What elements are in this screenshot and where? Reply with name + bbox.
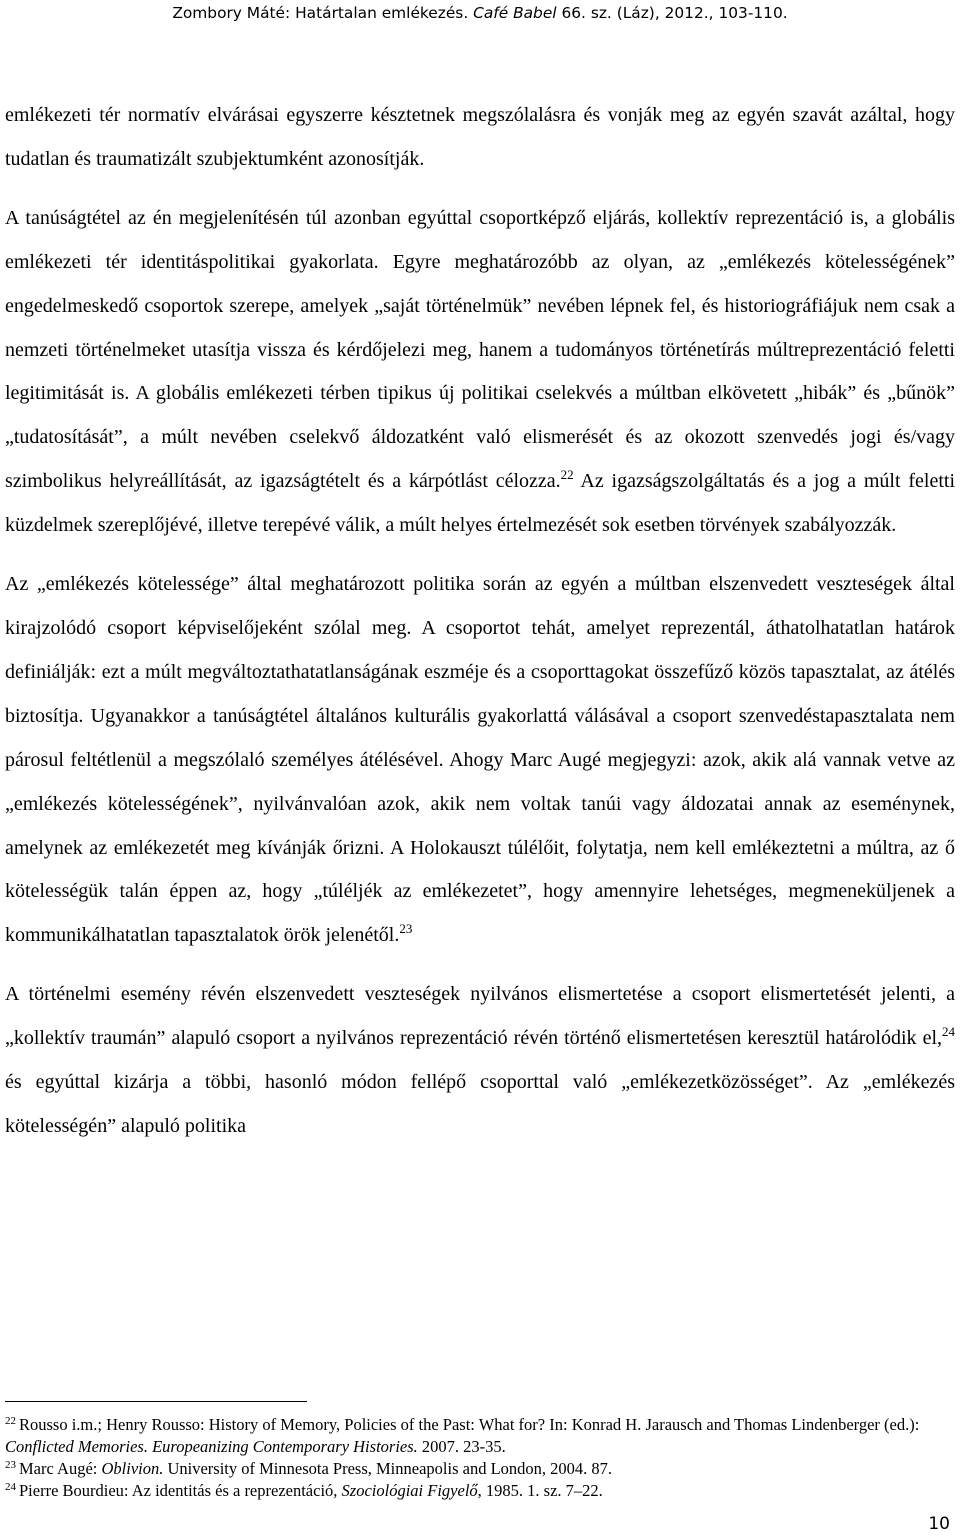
footnote-text: Rousso i.m.; Henry Rousso: History of Memory, Policies of the Past: What for? In: Konrad H. Jarausch and Thomas Lindenberger (ed.): [19, 1415, 920, 1434]
footnote-text: Pierre Bourdieu: Az identitás és a reprezentáció, [19, 1481, 342, 1500]
page-number: 10 [928, 1514, 950, 1534]
footnote-text-end: , 1985. 1. sz. 7–22. [477, 1481, 603, 1500]
paragraph-2 [5, 197, 955, 548]
paragraph-2-text-b: Az igazságszolgáltatás és a jog a múlt feletti küzdelmek szereplőjévé, illetve terepévé válik, a múlt helyes értelmezését sok esetben törvények szabályozzák. [5, 470, 956, 537]
footnotes [5, 1414, 955, 1502]
footnote-title: Szociológiai Figyelő [341, 1481, 478, 1500]
header-issue-info: 66. sz. (Láz), 2012., 103-110. [556, 4, 788, 22]
paragraph-4 [5, 973, 955, 1149]
footnote-text-end: 2007. 23-35. [417, 1437, 506, 1456]
header-journal-name: Café Babel [473, 4, 557, 22]
footnote-title: Conflicted Memories. Europeanizing Contemporary Histories. [5, 1437, 418, 1456]
footnote-number: 22 [5, 1415, 16, 1427]
footnote-23 [5, 1458, 955, 1480]
footnote-title: Oblivion. [101, 1459, 164, 1478]
paragraph-2-text-a: A tanúságtétel az én megjelenítésén túl azonban egyúttal csoportképző eljárás, kollektív reprezentáció is, a globális emlékezeti tér identitáspolitikai gyakorlata. Egyre meghatározóbb az olyan, az „emlékezés kötelességének” engedelmeskedő csoportok szerepe, amelyek „saját történelmük” nevében lépnek fel, és historiográfiájuk nem csak a nemzeti történelmeket utasítja vissza és kérdőjelezi meg, hanem a tudományos történetírás múltreprezentáció feletti legitimitását is. A globális emlékezeti térben tipikus új politikai cselekvés a múltban elkövetett „hibák” és „bűnök” „tudatosítását”, a múlt nevében cselekvő áldozatként való elismerését és az okozott szenvedés jogi és/vagy szimbolikus helyreállítását, az igazságtételt és a kárpótlást célozza. [5, 206, 955, 493]
footnote-text: Marc Augé: [19, 1459, 102, 1478]
footnote-number: 23 [5, 1459, 16, 1471]
footnote-ref-22[interactable]: 22 [560, 467, 574, 483]
footnote-24 [5, 1480, 955, 1502]
paragraph-4-text-b: és egyúttal kizárja a többi, hasonló módon fellépő csoporttal való „emlékezetközösséget”. Az „emlékezés kötelességén” alapuló politika [5, 1071, 955, 1137]
footnote-text-end: University of Minnesota Press, Minneapolis and London, 2004. 87. [163, 1459, 613, 1478]
footnote-22 [5, 1414, 955, 1458]
paragraph-3 [5, 563, 955, 958]
footnote-ref-23[interactable]: 23 [399, 921, 413, 937]
main-text [5, 94, 955, 1149]
footnote-separator [5, 1401, 307, 1402]
header-author-title: Zombory Máté: Határtalan emlékezés. [172, 4, 474, 22]
paragraph-1 [5, 94, 955, 182]
paragraph-1-text: emlékezeti tér normatív elvárásai egyszerre késztetnek megszólalásra és vonják meg az egyén szavát azáltal, hogy tudatlan és traumatizált szubjektumként azonosítják. [5, 104, 955, 170]
footnote-number: 24 [5, 1481, 16, 1493]
footnote-ref-24[interactable]: 24 [942, 1024, 955, 1040]
paragraph-4-text-a: A történelmi esemény révén elszenvedett veszteségek nyilvános elismertetése a csoport elismertetését jelenti, a „kollektív traumán” alapuló csoport a nyilvános reprezentáció révén történő elismertetésen keresztül határolódik el, [5, 983, 955, 1050]
running-header [0, 3, 960, 23]
paragraph-3-text: Az „emlékezés kötelessége” által meghatározott politika során az egyén a múltban elszenvedett veszteségek által kirajzolódó csoport képviselőjeként szólal meg. A csoportot tehát, amelyet reprezentál, áthatolhatatlan határok definiálják: ezt a múlt megváltoztathatatlanságának eszméje és a csoporttagokat összefűző közös tapasztalat, az átélés biztosítja. Ugyanakkor a tanúságtétel általános kulturális gyakorlattá válásával a csoport szenvedéstapasztalata nem párosul feltétlenül a megszólaló személyes átélésével. Ahogy Marc Augé megjegyzi: azok, akik alá vannak vetve az „emlékezés kötelességének”, nyilvánvalóan azok, akik nem voltak tanúi vagy áldozatai annak az eseménynek, amelynek az emlékezetét meg kívánják őrizni. A Holokauszt túlélőit, folytatja, nem kell emlékeztetni a múltra, az ő kötelességük talán éppen az, hogy „túléljék az emlékezetet”, hogy amennyire lehetséges, megmeneküljenek a kommunikálhatatlan tapasztalatok örök jelenétől. [5, 573, 955, 947]
